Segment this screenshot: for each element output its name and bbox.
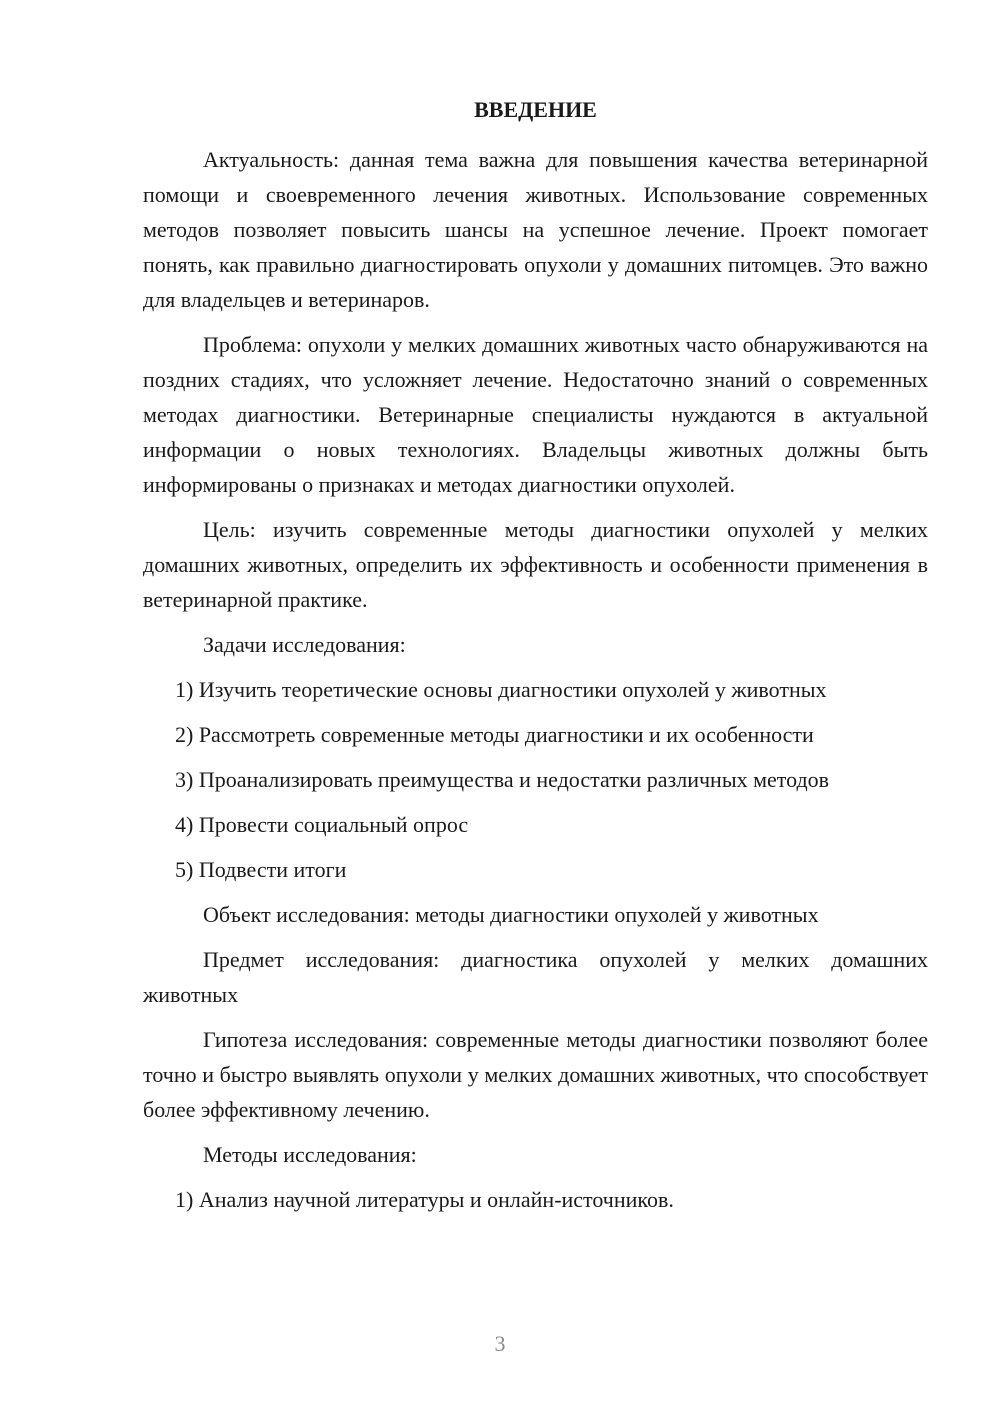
paragraph-hypothesis: Гипотеза исследования: современные методы диагностики позволяют более точно и быстро выявлять опухоли у мелких домашних животных, что способствует более эффективному лечению. — [143, 1027, 928, 1122]
paragraph-subject: Предмет исследования: диагностика опухолей у мелких домашних животных — [143, 947, 928, 1007]
paragraph-goal: Цель: изучить современные методы диагностики опухолей у мелких домашних животных, определить их эффективность и особенности применения в ветеринарной практике. — [143, 517, 928, 612]
paragraph-object: Объект исследования: методы диагностики опухолей у животных — [203, 902, 819, 927]
page-number: 3 — [494, 1331, 506, 1356]
list-item: 4) Провести социальный опрос — [175, 812, 469, 837]
methods-list — [143, 1182, 928, 1217]
tasks-heading: Задачи исследования: — [203, 632, 406, 657]
paragraph-relevance: Актуальность: данная тема важна для повышения качества ветеринарной помощи и своевременного лечения животных. Использование современных методов позволяет повысить шансы на успешное лечение. Проект помогает понять, как правильно диагностировать опухоли у домашних питомцев. Это важно для владельцев и ветеринаров. — [143, 147, 928, 312]
list-item: 5) Подвести итоги — [175, 857, 347, 882]
list-item: 2) Рассмотреть современные методы диагностики и их особенности — [175, 722, 814, 747]
list-item: 3) Проанализировать преимущества и недостатки различных методов — [175, 767, 830, 792]
document-page — [143, 92, 928, 1227]
methods-heading: Методы исследования: — [203, 1142, 417, 1167]
list-item: 1) Изучить теоретические основы диагностики опухолей у животных — [175, 677, 827, 702]
tasks-list — [143, 672, 928, 887]
section-title: ВВЕДЕНИЕ — [474, 97, 597, 122]
paragraph-problem: Проблема: опухоли у мелких домашних животных часто обнаруживаются на поздних стадиях, что усложняет лечение. Недостаточно знаний о современных методах диагностики. Ветеринарные специалисты нуждаются в актуальной информации о новых технологиях. Владельцы животных должны быть информированы о признаках и методах диагностики опухолей. — [143, 332, 928, 497]
list-item: 1) Анализ научной литературы и онлайн-источников. — [175, 1187, 674, 1212]
